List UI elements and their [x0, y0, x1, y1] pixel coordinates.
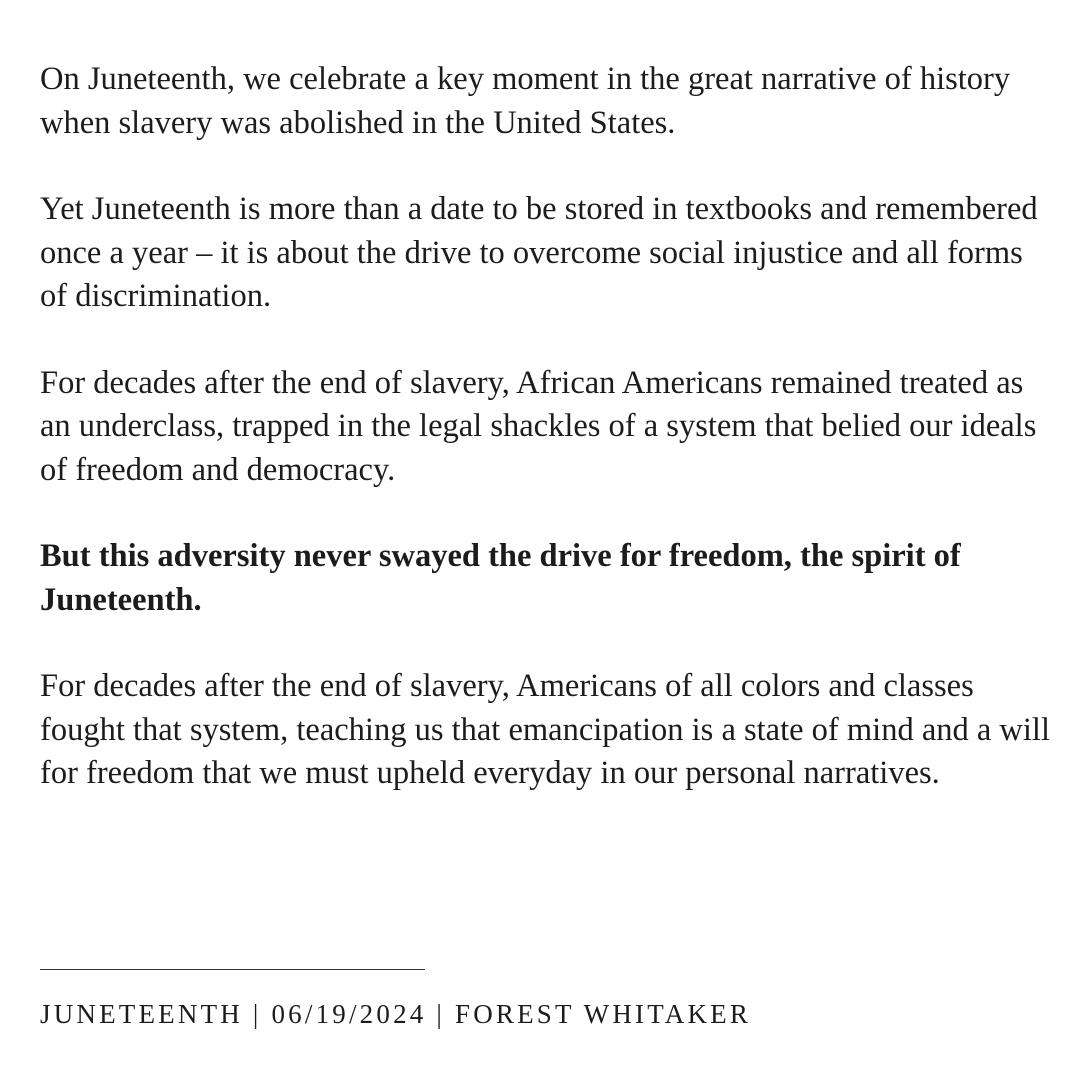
paragraph-meaning: Yet Juneteenth is more than a date to be stored in textbooks and remembered once a year – it is about the drive to overcome social injustice and all forms of discrimination. — [40, 191, 1038, 314]
paragraph-history: For decades after the end of slavery, African Americans remained treated as an underclass, trapped in the legal shackles of a system that belied our ideals of freedom and democracy. — [40, 364, 1037, 488]
footer-divider — [40, 969, 425, 970]
paragraph-intro: On Juneteenth, we celebrate a key moment in the great narrative of history when slavery was abolished in the United States. — [40, 61, 1011, 141]
paragraph-conclusion: For decades after the end of slavery, Americans of all colors and classes fought that system, teaching us that emancipation is a state of mind and a will for freedom that we must upheld everyday in our personal narratives. — [40, 668, 1050, 791]
paragraph-emphasis: But this adversity never swayed the drive for freedom, the spirit of Juneteenth. — [40, 538, 961, 618]
statement-body — [40, 58, 1050, 839]
footer-signature: JUNETEENTH | 06/19/2024 | FOREST WHITAKER — [40, 999, 752, 1029]
